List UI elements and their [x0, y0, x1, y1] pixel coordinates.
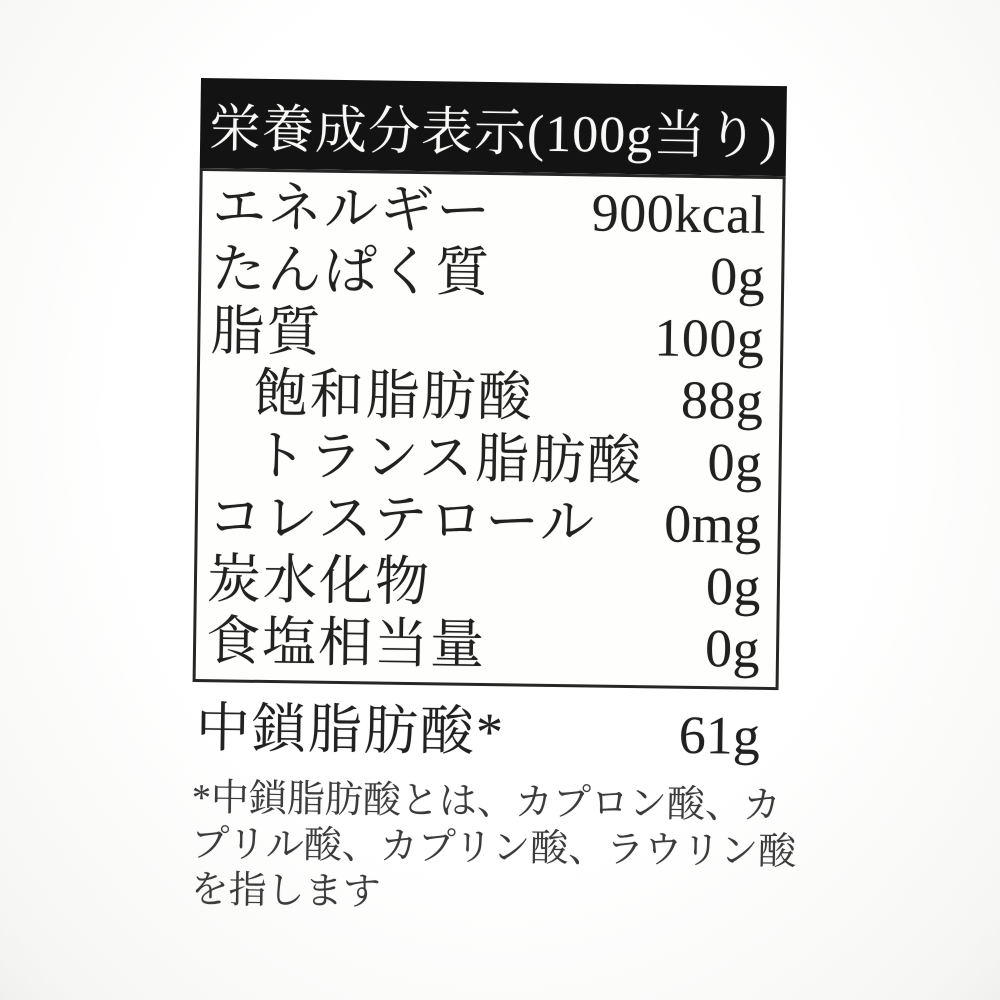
table-row-cholesterol — [207, 486, 762, 556]
footnote-line-3: を指します — [190, 868, 381, 914]
row-value: 100g — [654, 307, 765, 369]
row-value: 0mg — [663, 493, 763, 555]
footnote-line-1: *中鎖脂肪酸とは、カプロン酸、カ — [191, 776, 782, 828]
table-row-trans-fat — [208, 424, 763, 494]
nutrition-label — [189, 78, 797, 921]
table-row-energy — [212, 176, 767, 246]
nutrition-label-title: 栄養成分表示(100g当り) — [208, 100, 778, 166]
nutrition-label-header — [200, 78, 787, 176]
mct-row — [191, 697, 778, 767]
row-value: 0g — [707, 432, 764, 493]
mct-value: 61g — [678, 704, 761, 766]
table-row-saturated-fat — [209, 362, 764, 432]
row-label: トランス脂肪酸 — [252, 425, 644, 492]
row-value: 0g — [704, 618, 761, 679]
row-label: 脂質 — [210, 301, 323, 363]
row-value: 0g — [709, 246, 766, 307]
row-label: コレステロール — [207, 487, 597, 553]
row-value: 88g — [680, 369, 764, 431]
row-value: 0g — [705, 556, 762, 617]
row-label: 飽和脂肪酸 — [253, 363, 534, 428]
footnote-line-2: プリル酸、カプリン酸、ラウリン酸 — [191, 822, 797, 874]
table-row-carbohydrate — [207, 548, 762, 618]
footnote — [189, 775, 797, 921]
row-label: 食塩相当量 — [205, 611, 487, 676]
table-row-protein — [211, 238, 766, 308]
row-value: 900kcal — [591, 182, 767, 245]
row-label: たんぱく質 — [210, 239, 492, 304]
nutrition-table — [193, 168, 786, 690]
row-label: 炭水化物 — [206, 549, 432, 613]
table-row-salt — [206, 610, 761, 680]
mct-label: 中鎖脂肪酸* — [195, 697, 506, 763]
row-label: エネルギー — [211, 177, 493, 242]
table-row-fat — [210, 300, 765, 370]
